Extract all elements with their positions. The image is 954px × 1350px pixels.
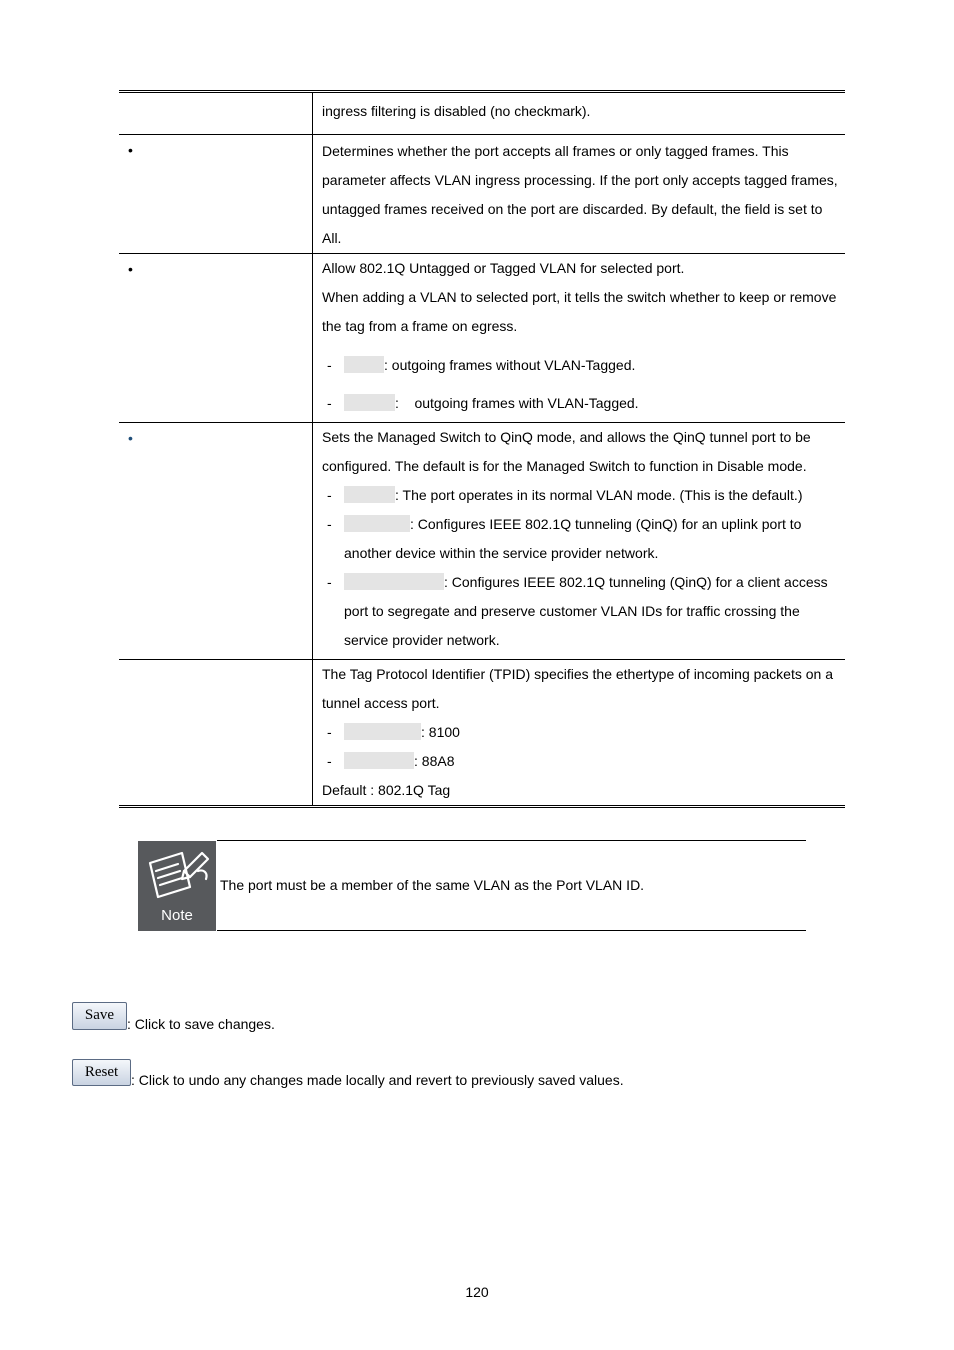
dash-marker: -	[327, 357, 332, 373]
parameter-description-cell	[313, 254, 846, 423]
notepad-pencil-icon	[138, 841, 216, 911]
list-item-text: : outgoing frames without VLAN-Tagged.	[384, 357, 636, 373]
redacted-option-label	[344, 515, 410, 532]
page-number: 120	[465, 1284, 489, 1300]
list-item	[322, 568, 839, 655]
reset-description: : Click to undo any changes made locally and revert to previously saved values.	[131, 1072, 624, 1088]
parameter-description-cell	[313, 135, 846, 254]
dash-marker: -	[327, 516, 332, 532]
table-row	[119, 660, 845, 807]
note-callout	[138, 840, 806, 931]
list-item-text: : 88A8	[414, 753, 455, 769]
list-item	[322, 747, 839, 776]
table-row	[119, 135, 845, 254]
redacted-option-label	[344, 394, 395, 411]
redacted-option-label	[344, 573, 444, 590]
description-text: ingress filtering is disabled (no checkmark).	[322, 103, 591, 119]
redacted-option-label	[344, 356, 384, 373]
note-icon	[138, 841, 216, 931]
description-text: Allow 802.1Q Untagged or Tagged VLAN for selected port.	[322, 260, 685, 276]
parameter-description-cell	[313, 92, 846, 135]
dash-marker: -	[327, 395, 332, 411]
save-description: : Click to save changes.	[127, 1016, 275, 1032]
redacted-option-label	[344, 486, 395, 503]
description-text: Determines whether the port accepts all frames or only tagged frames. This parameter affects VLAN ingress processing. If the port only accepts tagged frames, untagged frames received on the port are discarded. By default, the field is set to All.	[322, 143, 838, 246]
list-item	[322, 389, 839, 418]
list-item-text: : outgoing frames with VLAN-Tagged.	[395, 395, 639, 411]
note-box	[217, 840, 806, 931]
default-value-text: Default : 802.1Q Tag	[322, 782, 451, 798]
dash-marker: -	[327, 753, 332, 769]
description-text: When adding a VLAN to selected port, it tells the switch whether to keep or remove the tag from a frame on egress.	[322, 289, 837, 334]
parameter-name-cell	[119, 423, 313, 660]
list-item	[322, 351, 839, 380]
parameter-name-cell	[119, 254, 313, 423]
note-label: Note	[161, 907, 193, 924]
parameter-name-cell	[119, 92, 313, 135]
table-row	[119, 423, 845, 660]
parameter-name-cell	[119, 660, 313, 807]
bullet-icon: •	[128, 142, 133, 158]
list-item	[322, 481, 839, 510]
list-item	[322, 718, 839, 747]
list-item	[322, 510, 839, 568]
redacted-option-label	[344, 752, 414, 769]
parameter-description-cell	[313, 660, 846, 807]
dash-marker: -	[327, 487, 332, 503]
list-item-text: : The port operates in its normal VLAN mode. (This is the default.)	[395, 487, 803, 503]
bullet-icon: •	[128, 261, 133, 277]
parameter-table	[119, 90, 845, 808]
list-item-text: : Configures IEEE 802.1Q tunneling (QinQ) for an uplink port to another device within the service provider network.	[344, 516, 802, 561]
note-text: The port must be a member of the same VLAN as the Port VLAN ID.	[220, 877, 645, 893]
redacted-option-label	[344, 723, 421, 740]
list-item-text: : Configures IEEE 802.1Q tunneling (QinQ) for a client access port to segregate and preserve customer VLAN IDs for traffic crossing the service provider network.	[344, 574, 828, 648]
parameter-name-cell	[119, 135, 313, 254]
description-text: The Tag Protocol Identifier (TPID) specifies the ethertype of incoming packets on a tunnel access port.	[322, 666, 833, 711]
dash-marker: -	[327, 724, 332, 740]
description-text: Sets the Managed Switch to QinQ mode, and allows the QinQ tunnel port to be configured. The default is for the Managed Switch to function in Disable mode.	[322, 429, 811, 474]
save-description-line	[72, 1002, 275, 1030]
reset-description-line	[72, 1059, 624, 1086]
table-row	[119, 92, 845, 135]
bullet-icon: •	[128, 430, 133, 446]
dash-marker: -	[327, 574, 332, 590]
parameter-description-cell	[313, 423, 846, 660]
reset-button[interactable]: Reset	[72, 1059, 131, 1086]
list-item-text: : 8100	[421, 724, 460, 740]
save-button[interactable]: Save	[72, 1002, 127, 1030]
table-row	[119, 254, 845, 423]
